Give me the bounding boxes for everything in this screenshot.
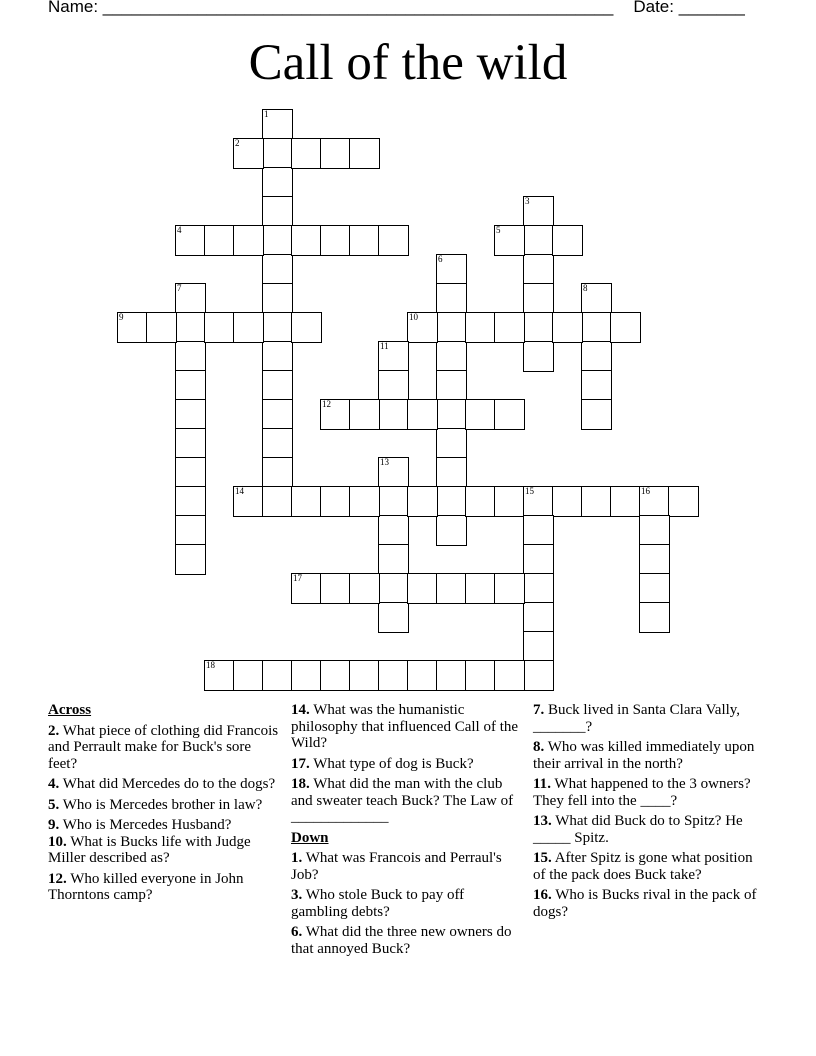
crossword-cell[interactable] <box>378 486 409 517</box>
crossword-cell[interactable] <box>436 428 467 459</box>
crossword-cell[interactable] <box>552 312 583 343</box>
crossword-cell[interactable] <box>146 312 177 343</box>
across-heading: Across <box>48 702 92 718</box>
crossword-cell[interactable] <box>349 660 380 691</box>
crossword-cell[interactable] <box>523 515 554 546</box>
across-clue <box>48 723 280 773</box>
crossword-cell[interactable] <box>523 225 554 256</box>
clue-text: What did the man with the club and sweater teach Buck? The Law of _____________ <box>291 776 514 825</box>
crossword-cell[interactable] <box>436 515 467 546</box>
clue-number: 18 . <box>291 776 310 792</box>
crossword-cell[interactable] <box>349 573 380 604</box>
down-clue <box>291 887 523 920</box>
clue-text: What type of dog is Buck? <box>313 755 474 772</box>
crossword-cell[interactable] <box>175 312 206 343</box>
crossword-cell[interactable] <box>349 138 380 169</box>
crossword-cell[interactable] <box>407 312 438 343</box>
crossword-cell[interactable] <box>175 399 206 430</box>
down-heading: Down <box>291 829 329 846</box>
crossword-cell[interactable] <box>436 573 467 604</box>
crossword-cell[interactable] <box>639 486 670 517</box>
clue-number: 5 . <box>48 797 59 813</box>
clue-number-label: 14 <box>235 486 244 496</box>
clue-text: Buck lived in Santa Clara Vally, _______? <box>533 702 741 735</box>
clue-number: 6 . <box>291 924 302 940</box>
clue-text: Who killed everyone in John Thorntons camp? <box>48 870 244 903</box>
clue-number: 13 . <box>533 813 552 829</box>
crossword-cell[interactable] <box>378 515 409 546</box>
date-field-label: Date: _______ <box>633 0 745 16</box>
clue-number: 1 . <box>291 850 302 866</box>
crossword-cell[interactable] <box>175 486 206 517</box>
clue-text: What is Bucks life with Judge Miller described as? <box>48 833 251 866</box>
clue-text: Who stole Buck to pay off gambling debts? <box>291 887 465 920</box>
across-clue <box>48 797 280 814</box>
clue-text: What did the three new owners do that annoyed Buck? <box>291 924 512 957</box>
crossword-cell[interactable] <box>552 225 583 256</box>
clue-text: What was the humanistic philosophy that influenced Call of the Wild? <box>291 702 519 751</box>
down-clue <box>533 887 765 920</box>
crossword-cell[interactable] <box>262 283 293 314</box>
puzzle-title: Call of the wild <box>248 35 568 91</box>
crossword-cell[interactable] <box>378 602 409 633</box>
across-clue <box>48 776 280 793</box>
crossword-cell[interactable] <box>523 312 554 343</box>
clue-text: Who is Bucks rival in the pack of dogs? <box>533 887 757 920</box>
crossword-cell[interactable] <box>349 399 380 430</box>
clue-number: 10 . <box>48 834 67 850</box>
crossword-cell[interactable] <box>523 631 554 662</box>
crossword-cell[interactable] <box>291 573 322 604</box>
crossword-cell[interactable] <box>204 660 235 691</box>
crossword-cell[interactable] <box>175 225 206 256</box>
crossword-cell[interactable] <box>291 312 322 343</box>
clue-number-label: 2 <box>235 138 240 148</box>
crossword-cell[interactable] <box>378 660 409 691</box>
across-clue <box>48 871 280 904</box>
crossword-cell[interactable] <box>668 486 699 517</box>
crossword-cell[interactable] <box>639 602 670 633</box>
crossword-cell[interactable] <box>233 660 264 691</box>
crossword-cell[interactable] <box>581 312 612 343</box>
crossword-cell[interactable] <box>291 225 322 256</box>
crossword-cell[interactable] <box>436 399 467 430</box>
crossword-cell[interactable] <box>465 312 496 343</box>
crossword-cell[interactable] <box>291 486 322 517</box>
crossword-cell[interactable] <box>204 225 235 256</box>
crossword-cell[interactable] <box>262 428 293 459</box>
clue-number: 16 . <box>533 887 552 903</box>
crossword-cell[interactable] <box>378 370 409 401</box>
clue-number: 2 . <box>48 723 59 739</box>
crossword-cell[interactable] <box>320 573 351 604</box>
crossword-cell[interactable] <box>262 457 293 488</box>
clue-text: After Spitz is gone what position of the pack does Buck take? <box>533 850 753 883</box>
crossword-cell[interactable] <box>436 486 467 517</box>
down-clue <box>533 850 765 883</box>
crossword-cell[interactable] <box>378 225 409 256</box>
clue-number-label: 12 <box>322 399 331 409</box>
crossword-cell[interactable] <box>494 573 525 604</box>
crossword-cell[interactable] <box>378 399 409 430</box>
crossword-cell[interactable] <box>407 660 438 691</box>
crossword-cell[interactable] <box>233 312 264 343</box>
crossword-cell[interactable] <box>581 341 612 372</box>
clue-text: Who is Mercedes Husband? <box>62 817 232 833</box>
crossword-cell[interactable] <box>523 660 554 691</box>
crossword-cell[interactable] <box>581 486 612 517</box>
crossword-cell[interactable] <box>639 544 670 575</box>
clue-number-label: 7 <box>177 283 182 293</box>
crossword-cell[interactable] <box>407 486 438 517</box>
clue-number-label: 4 <box>177 225 182 235</box>
crossword-cell[interactable] <box>262 341 293 372</box>
crossword-cell[interactable] <box>465 486 496 517</box>
crossword-cell[interactable] <box>639 573 670 604</box>
crossword-cell[interactable] <box>262 486 293 517</box>
crossword-cell[interactable] <box>320 486 351 517</box>
crossword-cell[interactable] <box>523 544 554 575</box>
crossword-cell[interactable] <box>523 341 554 372</box>
crossword-cell[interactable] <box>407 399 438 430</box>
crossword-cell[interactable] <box>436 341 467 372</box>
across-clue <box>291 776 523 826</box>
clue-number-label: 1 <box>264 109 269 119</box>
across-clue <box>48 817 280 834</box>
clue-text: What did Mercedes do to the dogs? <box>62 776 276 792</box>
down-clue <box>533 739 765 772</box>
crossword-cell[interactable] <box>262 660 293 691</box>
down-clue <box>533 702 765 735</box>
across-clue <box>291 702 523 752</box>
down-clue <box>533 813 765 846</box>
clue-number-label: 13 <box>380 457 389 467</box>
crossword-cell[interactable] <box>436 457 467 488</box>
crossword-cell[interactable] <box>262 370 293 401</box>
crossword-cell[interactable] <box>436 660 467 691</box>
clue-text: What did Buck do to Spitz? He _____ Spitz. <box>533 813 743 846</box>
crossword-cell[interactable] <box>175 457 206 488</box>
crossword-cell[interactable] <box>465 660 496 691</box>
clue-number: 17 . <box>291 756 310 772</box>
crossword-cell[interactable] <box>523 602 554 633</box>
clue-text: What happened to the 3 owners? They fell into the ____? <box>533 776 751 809</box>
crossword-cell[interactable] <box>378 341 409 372</box>
clue-number-label: 10 <box>409 312 418 322</box>
crossword-cell[interactable] <box>610 312 641 343</box>
crossword-cell[interactable] <box>175 370 206 401</box>
crossword-cell[interactable] <box>175 283 206 314</box>
crossword-cell[interactable] <box>407 573 438 604</box>
crossword-cell[interactable] <box>523 254 554 285</box>
crossword-cell[interactable] <box>378 573 409 604</box>
crossword-cell[interactable] <box>581 283 612 314</box>
crossword-cell[interactable] <box>262 109 293 140</box>
clue-number: 3 . <box>291 887 302 903</box>
crossword-cell[interactable] <box>523 283 554 314</box>
clue-number-label: 11 <box>380 341 389 351</box>
crossword-cell[interactable] <box>581 399 612 430</box>
clue-column-2 <box>291 702 523 961</box>
crossword-cell[interactable] <box>465 573 496 604</box>
clue-number: 12 . <box>48 871 67 887</box>
clue-number: 14 . <box>291 702 310 718</box>
crossword-cell[interactable] <box>436 254 467 285</box>
crossword-cell[interactable] <box>436 370 467 401</box>
crossword-cell[interactable] <box>204 312 235 343</box>
crossword-cell[interactable] <box>465 399 496 430</box>
across-clue <box>291 756 523 773</box>
clue-number: 15 . <box>533 850 552 866</box>
clue-text: What piece of clothing did Francois and Perrault make for Buck's sore feet? <box>48 722 279 772</box>
clue-number: 8 . <box>533 739 544 755</box>
clue-text: What was Francois and Perraul's Job? <box>291 850 502 883</box>
clue-number-label: 5 <box>496 225 501 235</box>
crossword-cell[interactable] <box>175 341 206 372</box>
crossword-cell[interactable] <box>639 515 670 546</box>
clue-number: 4 . <box>48 776 59 792</box>
crossword-cell[interactable] <box>610 486 641 517</box>
crossword-cell[interactable] <box>117 312 148 343</box>
crossword-cell[interactable] <box>262 312 293 343</box>
crossword-cell[interactable] <box>378 457 409 488</box>
clue-number-label: 18 <box>206 660 215 670</box>
clue-number-label: 15 <box>525 486 534 496</box>
name-field-label: Name: ______________________________________________________ <box>48 0 614 16</box>
crossword-cell[interactable] <box>175 544 206 575</box>
crossword-cell[interactable] <box>523 196 554 227</box>
crossword-cell[interactable] <box>320 225 351 256</box>
crossword-cell[interactable] <box>349 225 380 256</box>
clue-number-label: 16 <box>641 486 650 496</box>
crossword-cell[interactable] <box>523 486 554 517</box>
crossword-cell[interactable] <box>552 486 583 517</box>
down-clue <box>533 776 765 809</box>
crossword-cell[interactable] <box>523 573 554 604</box>
clue-number: 7 . <box>533 702 544 718</box>
clue-number: 11 . <box>533 776 551 792</box>
crossword-cell[interactable] <box>262 196 293 227</box>
clue-number-label: 6 <box>438 254 443 264</box>
crossword-cell[interactable] <box>175 515 206 546</box>
crossword-cell[interactable] <box>436 283 467 314</box>
crossword-cell[interactable] <box>320 660 351 691</box>
crossword-cell[interactable] <box>262 225 293 256</box>
crossword-cell[interactable] <box>233 486 264 517</box>
clue-number: 9 . <box>48 817 59 833</box>
crossword-cell[interactable] <box>233 225 264 256</box>
crossword-cell[interactable] <box>291 138 322 169</box>
crossword-cell[interactable] <box>494 312 525 343</box>
crossword-cell[interactable] <box>262 254 293 285</box>
crossword-cell[interactable] <box>262 138 293 169</box>
clue-number-label: 3 <box>525 196 530 206</box>
crossword-cell[interactable] <box>436 312 467 343</box>
crossword-cell[interactable] <box>378 544 409 575</box>
across-clue <box>48 834 280 867</box>
crossword-cell[interactable] <box>581 370 612 401</box>
crossword-cell[interactable] <box>175 428 206 459</box>
down-clue <box>291 850 523 883</box>
crossword-cell[interactable] <box>233 138 264 169</box>
crossword-cell[interactable] <box>494 486 525 517</box>
crossword-cell[interactable] <box>262 399 293 430</box>
crossword-cell[interactable] <box>349 486 380 517</box>
crossword-cell[interactable] <box>494 399 525 430</box>
clue-column-3 <box>533 702 765 924</box>
clue-column-1 <box>48 702 280 908</box>
clue-number-label: 9 <box>119 312 124 322</box>
clue-text: Who is Mercedes brother in law? <box>62 796 263 813</box>
crossword-cell[interactable] <box>494 660 525 691</box>
crossword-cell[interactable] <box>320 399 351 430</box>
clue-text: Who was killed immediately upon their arrival in the north? <box>533 739 755 772</box>
down-clue <box>291 924 523 957</box>
crossword-cell[interactable] <box>494 225 525 256</box>
crossword-cell[interactable] <box>262 167 293 198</box>
crossword-cell[interactable] <box>291 660 322 691</box>
clue-number-label: 8 <box>583 283 588 293</box>
crossword-cell[interactable] <box>320 138 351 169</box>
clue-number-label: 17 <box>293 573 302 583</box>
